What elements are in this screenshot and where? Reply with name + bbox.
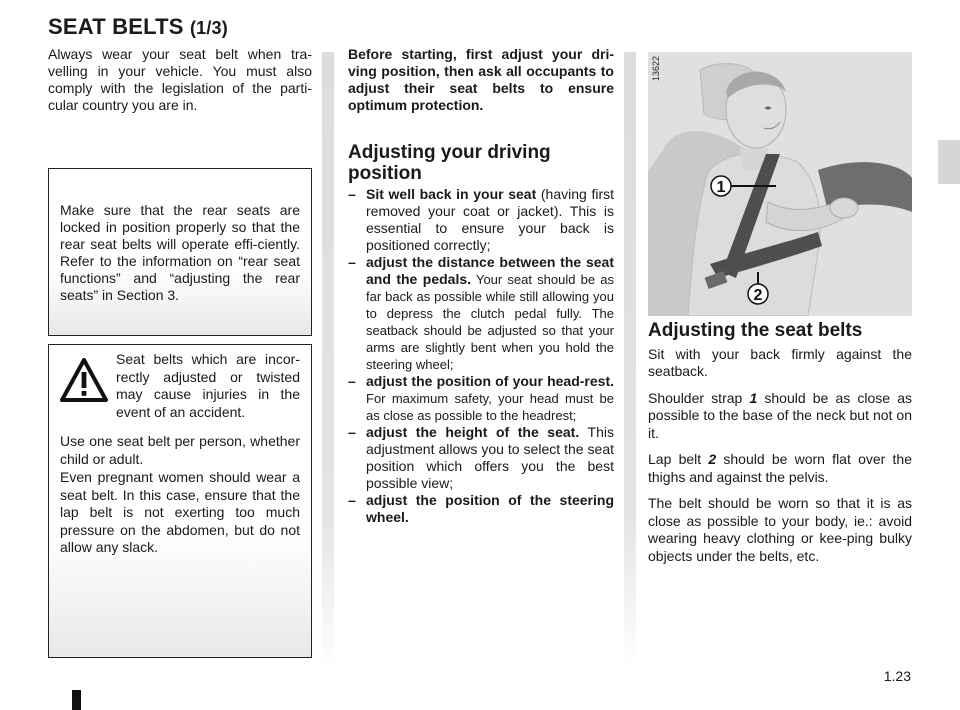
middle-intro: Before starting, first adjust your dri-ving position, then ask all occupants to adjust their seat belts to ensure optimum protection.	[348, 46, 614, 113]
right-para-1: Sit with your back firmly against the seatback.	[648, 345, 912, 379]
info-box-text: Make sure that the rear seats are locked in position properly so that the rear seat belts will operate effi-ciently. Refer to the information on “rear seat functions” and “adjusting the rear seats” in Section 3.	[60, 202, 300, 303]
ref-number: 2	[708, 451, 717, 467]
list-item	[348, 254, 614, 373]
text-span: should be worn flat over the thighs and against the pelvis.	[648, 451, 912, 485]
list-item-text: (having first removed your coat or jacket). This is essential to ensure your back is positioned correctly;	[366, 186, 614, 253]
column-divider-right	[624, 52, 636, 670]
left-intro-text: Always wear your seat belt when tra-velling in your vehicle. You must also comply with the legislation of the parti-cular country you are in.	[48, 46, 312, 113]
list-item-text: This adjustment allows you to select the seat position which offers you the best possible view;	[366, 424, 614, 491]
right-para-3	[648, 451, 912, 486]
page-title	[48, 14, 228, 40]
title-main: SEAT BELTS	[48, 14, 184, 39]
figure-id: 13622	[651, 56, 661, 82]
list-item-bold: adjust the distance between the seat and the pedals.	[366, 254, 614, 287]
list-item-text: Your seat should be as far back as possible while still allowing you to depress the clutch pedal fully. The seatback should be adjusted so that your arms are slightly bent when you hold the steering wheel;	[366, 272, 614, 372]
info-box-rear-seats	[48, 168, 312, 336]
page-number: 1.23	[883, 668, 911, 684]
list-dash: –	[348, 254, 356, 270]
warning-para-1: Use one seat belt per person, whether child or adult.	[60, 433, 300, 467]
warning-para-2: Even pregnant women should wear a seat belt. In this case, ensure that the lap belt is not exerting too much pressure on the abdomen, but do not allow any slack.	[60, 469, 300, 555]
list-item-text: For maximum safety, your head must be as close as possible to the headrest;	[366, 391, 614, 423]
title-part: (1/3)	[189, 18, 228, 38]
page-marker-bar	[72, 690, 81, 710]
list-item	[348, 492, 614, 526]
text-span: should be as close as possible to the base of the neck but not on it.	[648, 389, 912, 441]
list-item	[348, 373, 614, 424]
seat-belts-heading: Adjusting the seat belts	[648, 320, 863, 341]
middle-column	[348, 46, 614, 526]
right-para-2	[648, 390, 912, 443]
list-item	[348, 186, 614, 254]
ref-number: 1	[749, 389, 758, 406]
right-column	[648, 322, 912, 574]
warning-triangle-icon	[59, 357, 109, 403]
list-dash: –	[348, 186, 356, 202]
driver-seat-belt-drawing	[648, 52, 912, 316]
text-span: Lap belt	[648, 451, 709, 467]
list-item-bold: Sit well back in your seat	[366, 186, 537, 202]
driving-position-list	[348, 186, 614, 526]
list-dash: –	[348, 373, 356, 389]
list-item-bold: adjust the position of your head-rest.	[366, 373, 614, 389]
right-para-4: The belt should be worn so that it is as close as possible to your body, ie.: avoid wearing heavy clothing or kee-ping bulky objects under the belts, etc.	[648, 495, 912, 564]
driving-position-heading: Adjusting your driving position	[348, 142, 551, 184]
warning-text: Seat belts which are incor-rectly adjusted or twisted may cause injuries in the event of an accident.	[116, 351, 300, 420]
callout-label-1: 1	[716, 179, 726, 196]
list-item	[348, 424, 614, 492]
column-divider-left	[322, 52, 334, 670]
list-item-bold: adjust the position of the steering wheel.	[366, 492, 614, 525]
text-span: Shoulder strap	[648, 389, 750, 406]
callout-label-2: 2	[753, 287, 763, 304]
warning-box	[48, 344, 312, 658]
section-tab	[938, 140, 960, 184]
seat-belt-illustration	[648, 52, 912, 316]
list-dash: –	[348, 424, 356, 440]
list-item-bold: adjust the height of the seat.	[366, 424, 580, 440]
list-dash: –	[348, 492, 356, 508]
